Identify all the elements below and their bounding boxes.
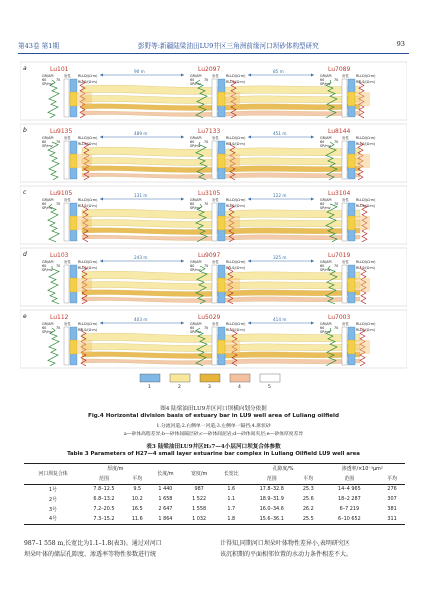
figure-caption-cn: 图4 陆梁油田LU9井区河口坝横向划分依据 xyxy=(160,406,267,412)
log-label-lith: 岩性 xyxy=(342,136,349,140)
arrow-head-left xyxy=(100,260,103,263)
log-scale: 70 xyxy=(204,140,209,144)
log-label-gr: GR/API xyxy=(190,322,202,326)
log-scale: 70 xyxy=(56,140,61,144)
header-rule xyxy=(18,53,409,54)
sand-interval xyxy=(70,154,77,168)
body-line: 坝朵叶体的储层孔隙度、渗透率等物性参数进行统 xyxy=(24,551,157,558)
table-cell: 2号 xyxy=(48,496,57,503)
arrow-head-right xyxy=(181,136,184,139)
log-scale: 60 xyxy=(42,78,47,82)
log-scale: 60 xyxy=(190,326,195,330)
table-row xyxy=(24,514,405,524)
legend-swatch xyxy=(170,374,190,382)
figure-legend-line-2: a—砂体高程差异;b—砂体间隔层砂;c—砂体间泥岩;d—砂体间夹层;e—砂体厚度差异 xyxy=(123,432,304,437)
resistivity-highlight xyxy=(78,216,92,230)
log-scale: 60 xyxy=(320,140,325,144)
log-scale: 70 xyxy=(56,264,61,268)
well-spacing-label: 403 m xyxy=(134,317,148,322)
page-number: 93 xyxy=(396,40,405,48)
sand-interval xyxy=(218,340,225,354)
table-cell: 15.6–36.1 xyxy=(247,514,297,524)
log-label-rlld: RLLD/(Ω·m) xyxy=(226,322,246,326)
col-header-porosity: 孔隙度/% xyxy=(247,464,320,474)
resistivity-highlight xyxy=(356,340,370,354)
log-scale: 70 xyxy=(56,78,61,82)
log-label-gr: GR/API xyxy=(42,136,54,140)
arrow-head-right xyxy=(181,198,184,201)
table-cell: 1.1 xyxy=(227,496,236,503)
log-label-rlls: RLLS/(Ω·m) xyxy=(78,266,98,270)
table-cell: 14–4 965 xyxy=(338,486,361,493)
log-label-sp: SP/mv xyxy=(320,206,331,210)
log-label-lith: 岩性 xyxy=(342,322,349,326)
well-name: Lu5029 xyxy=(198,314,221,321)
table-cell: 11.6 xyxy=(126,514,149,524)
well-name: Lu3104 xyxy=(328,190,351,197)
depth-column xyxy=(212,327,217,365)
sub-header-range: 范围 xyxy=(247,474,297,484)
log-label-rlls: RLLS/(Ω·m) xyxy=(78,204,98,208)
arrow-head-left xyxy=(248,198,251,201)
log-scale: 70 xyxy=(334,140,339,144)
resistivity-highlight xyxy=(78,154,92,168)
table-cell: 26.2 xyxy=(302,506,314,513)
log-scale: 60 xyxy=(190,264,195,268)
arrow-head-left xyxy=(100,74,103,77)
depth-column xyxy=(212,141,217,179)
resistivity-highlight xyxy=(78,340,92,354)
log-label-rlls: RLLS/(Ω·m) xyxy=(226,142,246,146)
body-text-right xyxy=(220,538,404,560)
sand-interval xyxy=(70,278,77,292)
table-cell: 1 522 xyxy=(192,496,207,503)
resistivity-highlight xyxy=(226,278,240,292)
table-cell: 311 xyxy=(379,514,405,524)
arrow-head-left xyxy=(248,322,251,325)
log-label-lith: 岩性 xyxy=(342,260,349,264)
resistivity-highlight xyxy=(356,154,370,168)
log-label-rlls: RLLS/(Ω·m) xyxy=(356,80,376,84)
well-name: Lu3105 xyxy=(198,190,221,197)
well-spacing-label: 122 m xyxy=(273,193,287,198)
sub-header-mean: 平均 xyxy=(126,474,149,484)
resistivity-highlight xyxy=(226,340,240,354)
depth-column xyxy=(342,327,347,365)
well-correlation-figure xyxy=(20,58,407,398)
col-header-thickness: 厚度/m xyxy=(82,464,149,474)
table-cell: 3号 xyxy=(48,506,57,513)
log-label-rlld: RLLD/(Ω·m) xyxy=(226,260,246,264)
log-label-rlld: RLLD/(Ω·m) xyxy=(226,198,246,202)
sand-interval xyxy=(70,92,77,106)
well-name: Lu2097 xyxy=(198,66,221,73)
table-cell: 9.5 xyxy=(133,486,142,493)
sand-interval xyxy=(348,340,355,354)
log-label-sp: SP/mv xyxy=(42,144,53,148)
table-cell: 1号 xyxy=(48,486,57,493)
log-label-gr: GR/API xyxy=(320,74,332,78)
sand-interval xyxy=(70,340,77,354)
table-cell: 6–10 652 xyxy=(320,514,380,524)
table-cell: 1 558 xyxy=(192,506,207,513)
well-spacing-label: 90 m xyxy=(134,69,145,74)
sand-interval xyxy=(348,92,355,106)
log-label-lith: 岩性 xyxy=(212,136,219,140)
table-cell: 1.7 xyxy=(227,506,236,513)
well-spacing-label: 131 m xyxy=(134,193,148,198)
sand-interval xyxy=(348,154,355,168)
log-label-gr: GR/API xyxy=(190,198,202,202)
sub-header-mean: 平均 xyxy=(379,474,405,484)
log-label-rlls: RLLS/(Ω·m) xyxy=(356,204,376,208)
well-name: Lu8144 xyxy=(328,128,351,135)
depth-column xyxy=(342,141,347,179)
arrow-head-left xyxy=(248,136,251,139)
arrow-head-left xyxy=(248,260,251,263)
table-cell: 17.8–32.8 xyxy=(259,486,284,493)
log-label-lith: 岩性 xyxy=(64,322,71,326)
table-cell: 1.8 xyxy=(216,514,247,524)
depth-column xyxy=(212,203,217,241)
log-scale: 60 xyxy=(42,202,47,206)
table-cell: 381 xyxy=(387,506,397,513)
parameter-table xyxy=(24,463,405,525)
well-name: Lu7089 xyxy=(328,66,351,73)
log-label-sp: SP/mv xyxy=(320,330,331,334)
log-label-sp: SP/mv xyxy=(190,330,201,334)
well-name: Lu103 xyxy=(50,252,69,259)
log-label-gr: GR/API xyxy=(190,136,202,140)
arrow-head-right xyxy=(181,74,184,77)
log-label-rlls: RLLS/(Ω·m) xyxy=(78,328,98,332)
table-cell: 7.2–20.5 xyxy=(93,506,115,513)
arrow-head-right xyxy=(181,260,184,263)
log-label-sp: SP/mv xyxy=(42,206,53,210)
legend-swatch xyxy=(230,374,250,382)
resistivity-highlight xyxy=(356,216,370,230)
depth-column xyxy=(342,265,347,303)
arrow-head-right xyxy=(311,74,314,77)
log-label-lith: 岩性 xyxy=(342,74,349,78)
legend-number: 5 xyxy=(268,385,271,390)
log-label-sp: SP/mv xyxy=(42,268,53,272)
log-label-gr: GR/API xyxy=(320,198,332,202)
log-label-lith: 岩性 xyxy=(64,74,71,78)
legend-swatch xyxy=(140,374,160,382)
legend-number: 2 xyxy=(178,385,181,390)
table-cell: 1.6 xyxy=(227,486,236,493)
log-label-rlls: RLLS/(Ω·m) xyxy=(356,266,376,270)
log-scale: 60 xyxy=(190,202,195,206)
log-scale: 70 xyxy=(204,202,209,206)
log-scale: 60 xyxy=(42,140,47,144)
table-cell: 1 440 xyxy=(158,486,173,493)
log-label-rlls: RLLS/(Ω·m) xyxy=(356,328,376,332)
log-label-sp: SP/mv xyxy=(190,268,201,272)
sand-interval xyxy=(348,216,355,230)
depth-column xyxy=(64,203,69,241)
table-cell: 2 647 xyxy=(158,506,173,513)
sand-interval xyxy=(348,278,355,292)
table-cell: 307 xyxy=(387,496,397,503)
panel-letter: d xyxy=(23,251,27,258)
well-name: Lu7003 xyxy=(328,314,351,321)
table-row xyxy=(24,494,405,504)
log-label-gr: GR/API xyxy=(320,136,332,140)
well-name: Lu9105 xyxy=(50,190,73,197)
table-cell: 25.3 xyxy=(302,486,314,493)
table-cell: 10.2 xyxy=(131,496,143,503)
arrow-head-right xyxy=(311,322,314,325)
col-header-width: 宽度/m xyxy=(182,464,216,485)
well-name: Lu112 xyxy=(50,314,69,321)
sub-header-range: 范围 xyxy=(82,474,126,484)
resistivity-highlight xyxy=(356,92,370,106)
table-cell: 1 864 xyxy=(149,514,183,524)
log-label-rlls: RLLS/(Ω·m) xyxy=(356,142,376,146)
log-label-rlls: RLLS/(Ω·m) xyxy=(78,80,98,84)
table-cell: 4号 xyxy=(24,514,82,524)
log-label-sp: SP/mv xyxy=(42,82,53,86)
table-cell: 18.9–31.9 xyxy=(259,496,284,503)
well-name: Lu9135 xyxy=(50,128,73,135)
figure-legend-line-1: 1.分流河道;2.右侧单一河道;3.左侧单一隔挡;4.席状砂 xyxy=(156,424,271,429)
depth-column xyxy=(64,79,69,117)
log-label-rlld: RLLD/(Ω·m) xyxy=(226,136,246,140)
log-label-rlls: RLLS/(Ω·m) xyxy=(78,142,98,146)
well-spacing-label: 451 m xyxy=(273,131,287,136)
log-label-gr: GR/API xyxy=(42,260,54,264)
log-label-rlld: RLLD/(Ω·m) xyxy=(78,136,98,140)
log-label-rlld: RLLD/(Ω·m) xyxy=(78,260,98,264)
body-line: 该沉积期的平面相邻位置的水动力条件相差不大。 xyxy=(220,551,353,558)
well-name: Lu101 xyxy=(50,66,69,73)
table-cell: 7.8–12.5 xyxy=(93,486,115,493)
body-line: 987–1 558 m,长宽比为1.1–1.8(表3)。通过对河口 xyxy=(24,540,162,547)
log-label-rlld: RLLD/(Ω·m) xyxy=(356,322,376,326)
table-cell: 6–7 219 xyxy=(339,506,360,513)
col-header-ratio: 长宽比 xyxy=(216,464,247,485)
log-label-gr: GR/API xyxy=(42,322,54,326)
legend-swatch xyxy=(200,374,220,382)
col-header-length: 长度/m xyxy=(149,464,183,485)
col-header-permeability: 渗透率/×10⁻³μm² xyxy=(320,464,405,474)
well-name: Lu7133 xyxy=(198,128,221,135)
journal-volume: 第43卷 第1期 xyxy=(18,42,60,50)
table-row xyxy=(24,484,405,494)
log-label-rlld: RLLD/(Ω·m) xyxy=(356,136,376,140)
depth-column xyxy=(64,265,69,303)
log-label-rlld: RLLD/(Ω·m) xyxy=(78,74,98,78)
running-title: 彭野等:新疆陆梁油田LU9井区三角洲前缘河口坝砂体构型研究 xyxy=(138,42,319,50)
well-correlation-svg xyxy=(20,58,407,398)
log-scale: 70 xyxy=(334,78,339,82)
depth-column xyxy=(342,203,347,241)
log-label-sp: SP/mv xyxy=(190,144,201,148)
depth-column xyxy=(212,79,217,117)
log-scale: 60 xyxy=(190,78,195,82)
panel-letter: a xyxy=(23,65,27,72)
resistivity-highlight xyxy=(78,92,92,106)
log-label-lith: 岩性 xyxy=(64,136,71,140)
log-label-sp: SP/mv xyxy=(320,268,331,272)
legend-number: 3 xyxy=(208,385,211,390)
table-caption-en: Table 3 Parameters of H27—4 small layer estuarine bar complex in Luliang Oilfield LU9 well area xyxy=(67,451,360,457)
sub-header-range: 范围 xyxy=(320,474,380,484)
log-label-lith: 岩性 xyxy=(212,74,219,78)
log-label-lith: 岩性 xyxy=(64,260,71,264)
log-scale: 70 xyxy=(56,326,61,330)
depth-column xyxy=(342,79,347,117)
depth-column xyxy=(64,327,69,365)
log-scale: 70 xyxy=(204,78,209,82)
log-label-sp: SP/mv xyxy=(42,330,53,334)
sand-interval xyxy=(218,278,225,292)
log-label-rlls: RLLS/(Ω·m) xyxy=(226,328,246,332)
log-label-lith: 岩性 xyxy=(212,322,219,326)
body-text-left xyxy=(24,538,208,560)
depth-column xyxy=(212,265,217,303)
log-scale: 60 xyxy=(320,326,325,330)
table-cell: 25.6 xyxy=(302,496,314,503)
well-name: Lu9097 xyxy=(198,252,221,259)
table-row xyxy=(24,504,405,514)
figure-caption-en: Fig.4 Horizontal division basis of estuary bar in LU9 well area of Luliang oilfield xyxy=(88,413,339,419)
log-label-lith: 岩性 xyxy=(212,260,219,264)
log-label-sp: SP/mv xyxy=(320,144,331,148)
sand-interval xyxy=(218,92,225,106)
log-scale: 60 xyxy=(320,264,325,268)
log-scale: 70 xyxy=(56,202,61,206)
arrow-head-left xyxy=(248,74,251,77)
log-label-sp: SP/mv xyxy=(190,82,201,86)
resistivity-highlight xyxy=(226,92,240,106)
legend-number: 4 xyxy=(238,385,241,390)
panel-letter: b xyxy=(23,127,27,134)
arrow-head-left xyxy=(100,322,103,325)
log-scale: 70 xyxy=(334,202,339,206)
log-label-lith: 岩性 xyxy=(64,198,71,202)
table-caption-cn: 表3 陆梁油田LU9井区H₂7—4小层河口坝复合体参数 xyxy=(146,444,281,450)
table-cell: 1 658 xyxy=(158,496,173,503)
arrow-head-right xyxy=(311,198,314,201)
log-scale: 70 xyxy=(334,326,339,330)
log-label-gr: GR/API xyxy=(42,198,54,202)
sub-header-mean: 平均 xyxy=(297,474,320,484)
log-label-rlld: RLLD/(Ω·m) xyxy=(78,322,98,326)
log-label-gr: GR/API xyxy=(42,74,54,78)
resistivity-highlight xyxy=(356,278,370,292)
table-cell: 16.5 xyxy=(131,506,143,513)
log-label-rlls: RLLS/(Ω·m) xyxy=(226,266,246,270)
log-label-rlld: RLLD/(Ω·m) xyxy=(356,260,376,264)
arrow-head-right xyxy=(311,136,314,139)
log-scale: 60 xyxy=(320,78,325,82)
log-label-sp: SP/mv xyxy=(190,206,201,210)
resistivity-highlight xyxy=(78,278,92,292)
resistivity-highlight xyxy=(226,154,240,168)
sand-interval xyxy=(218,216,225,230)
log-label-rlld: RLLD/(Ω·m) xyxy=(226,74,246,78)
depth-column xyxy=(64,141,69,179)
log-label-gr: GR/API xyxy=(190,260,202,264)
log-label-sp: SP/mv xyxy=(320,82,331,86)
well-spacing-label: 489 m xyxy=(134,131,148,136)
legend-swatch xyxy=(260,374,280,382)
resistivity-highlight xyxy=(226,216,240,230)
log-scale: 60 xyxy=(42,264,47,268)
well-spacing-label: 325 m xyxy=(273,255,287,260)
sand-interval xyxy=(70,216,77,230)
log-label-lith: 岩性 xyxy=(212,198,219,202)
log-label-gr: GR/API xyxy=(190,74,202,78)
arrow-head-left xyxy=(100,136,103,139)
log-label-rlls: RLLS/(Ω·m) xyxy=(226,80,246,84)
log-label-rlld: RLLD/(Ω·m) xyxy=(356,198,376,202)
table-cell: 1 032 xyxy=(182,514,216,524)
col-header-complex: 河口坝复合体 xyxy=(24,464,82,485)
table-cell: 16.0–34.6 xyxy=(259,506,284,513)
log-label-rlls: RLLS/(Ω·m) xyxy=(226,204,246,208)
log-scale: 60 xyxy=(190,140,195,144)
well-spacing-label: 243 m xyxy=(134,255,148,260)
well-spacing-label: 414 m xyxy=(273,317,287,322)
table-cell: 18–2 287 xyxy=(338,496,361,503)
table-cell: 25.5 xyxy=(297,514,320,524)
arrow-head-right xyxy=(181,322,184,325)
log-label-gr: GR/API xyxy=(320,260,332,264)
well-name: Lu7019 xyxy=(328,252,351,259)
log-label-gr: GR/API xyxy=(320,322,332,326)
page-header xyxy=(18,40,409,54)
log-scale: 70 xyxy=(204,264,209,268)
log-scale: 60 xyxy=(42,326,47,330)
legend-number: 1 xyxy=(148,385,151,390)
table-cell: 6.8–13.2 xyxy=(93,496,115,503)
table-header-row xyxy=(24,464,405,474)
table-cell: 987 xyxy=(194,486,204,493)
table-cell: 276 xyxy=(387,486,397,493)
log-label-lith: 岩性 xyxy=(342,198,349,202)
log-label-rlld: RLLD/(Ω·m) xyxy=(78,198,98,202)
log-scale: 60 xyxy=(320,202,325,206)
sand-interval xyxy=(218,154,225,168)
arrow-head-right xyxy=(311,260,314,263)
panel-letter: c xyxy=(23,189,27,196)
well-spacing-label: 85 m xyxy=(273,69,284,74)
log-label-rlld: RLLD/(Ω·m) xyxy=(356,74,376,78)
table-cell: 7.3–15.2 xyxy=(82,514,126,524)
log-scale: 70 xyxy=(334,264,339,268)
log-scale: 70 xyxy=(204,326,209,330)
panel-letter: e xyxy=(23,313,27,320)
arrow-head-left xyxy=(100,198,103,201)
body-line: 计得知,同期河口坝朵叶体物性差异小,表明研究区 xyxy=(220,540,350,547)
